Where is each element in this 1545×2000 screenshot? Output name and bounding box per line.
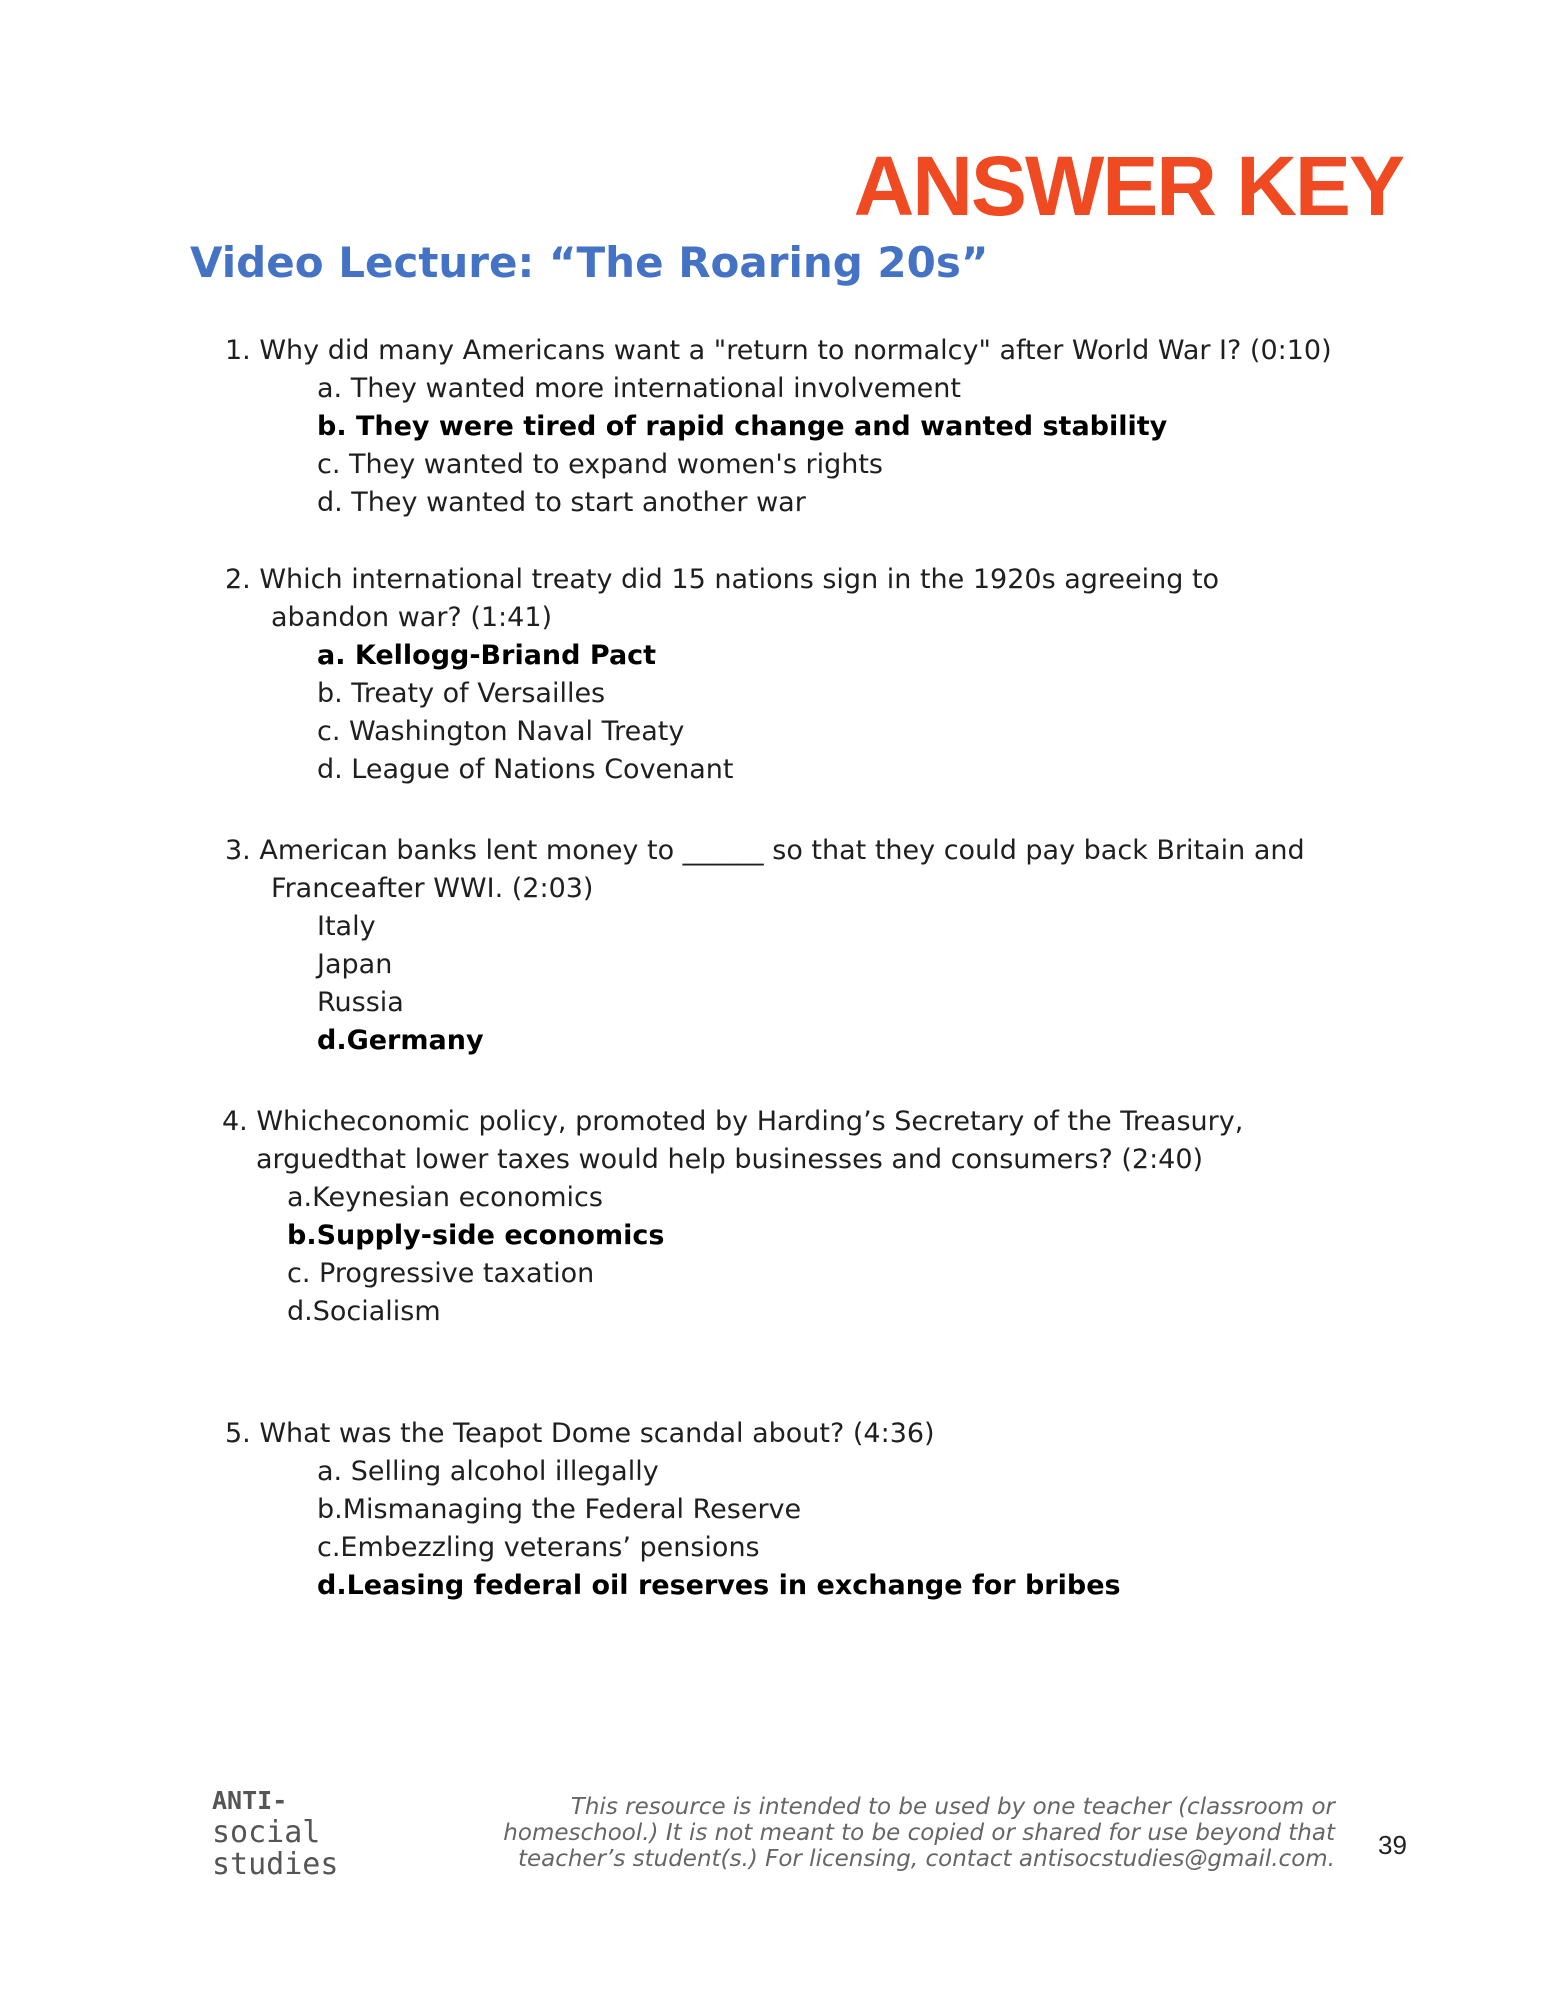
option-b: b.Mismanaging the Federal Reserve	[317, 1494, 802, 1525]
page-number: 39	[1378, 1830, 1407, 1860]
question-stem: 4. Whicheconomic policy, promoted by Harding’s Secretary of the Treasury,	[222, 1106, 1244, 1137]
license-line: This resource is intended to be used by one teacher (classroom or	[570, 1794, 1335, 1820]
license-line: teacher’s student(s.) For licensing, contact antisocstudies@gmail.com.	[517, 1846, 1335, 1872]
logo-line: ANTI-	[212, 1786, 288, 1815]
question-stem: 2. Which international treaty did 15 nations sign in the 1920s agreeing to	[225, 564, 1220, 595]
option-b: Japan	[317, 949, 393, 980]
option-d: d. League of Nations Covenant	[317, 754, 734, 785]
option-c: c. Progressive taxation	[287, 1258, 595, 1289]
option-a: a. They wanted more international involvement	[317, 373, 961, 404]
option-a: a. Selling alcohol illegally	[317, 1456, 659, 1487]
question-stem-continued: Franceafter WWI. (2:03)	[271, 873, 594, 904]
option-d-correct: d.Germany	[317, 1025, 484, 1056]
question-4	[222, 1103, 1243, 1331]
logo-line: studies	[212, 1847, 339, 1882]
option-d: d.Socialism	[287, 1296, 441, 1327]
question-1	[225, 332, 1332, 522]
question-stem-continued: abandon war? (1:41)	[271, 602, 553, 633]
question-stem: 1. Why did many Americans want a "return to normalcy" after World War I? (0:10)	[225, 335, 1332, 366]
option-a-correct: a. Kellogg-Briand Pact	[317, 640, 657, 671]
option-c: c. They wanted to expand women's rights	[317, 449, 883, 480]
question-stem: 5. What was the Teapot Dome scandal about? (4:36)	[225, 1418, 935, 1449]
license-line: homeschool.) It is not meant to be copied or shared for use beyond that	[503, 1820, 1335, 1846]
option-b: b. Treaty of Versailles	[317, 678, 606, 709]
page-title: Video Lecture: “The Roaring 20s”	[190, 238, 989, 287]
license-notice	[435, 1794, 1335, 1872]
question-3	[225, 832, 1305, 1060]
option-c: c.Embezzling veterans’ pensions	[317, 1532, 760, 1563]
option-a: Italy	[317, 911, 376, 942]
option-d: d. They wanted to start another war	[317, 487, 806, 518]
option-b-correct: b. They were tired of rapid change and wanted stability	[317, 411, 1168, 442]
answer-key-heading: ANSWER KEY	[853, 139, 1403, 233]
anti-social-studies-logo	[212, 1785, 338, 1881]
question-stem: 3. American banks lent money to ______ so that they could pay back Britain and	[225, 835, 1305, 866]
option-c: c. Washington Naval Treaty	[317, 716, 685, 747]
option-d-correct: d.Leasing federal oil reserves in exchange for bribes	[317, 1570, 1121, 1601]
question-5	[225, 1415, 1121, 1605]
logo-line: social	[212, 1815, 321, 1850]
question-stem-continued: arguedthat lower taxes would help businesses and consumers? (2:40)	[256, 1144, 1204, 1175]
option-b-correct: b.Supply-side economics	[287, 1220, 665, 1251]
option-a: a.Keynesian economics	[287, 1182, 603, 1213]
question-2	[225, 561, 1219, 789]
option-c: Russia	[317, 987, 404, 1018]
